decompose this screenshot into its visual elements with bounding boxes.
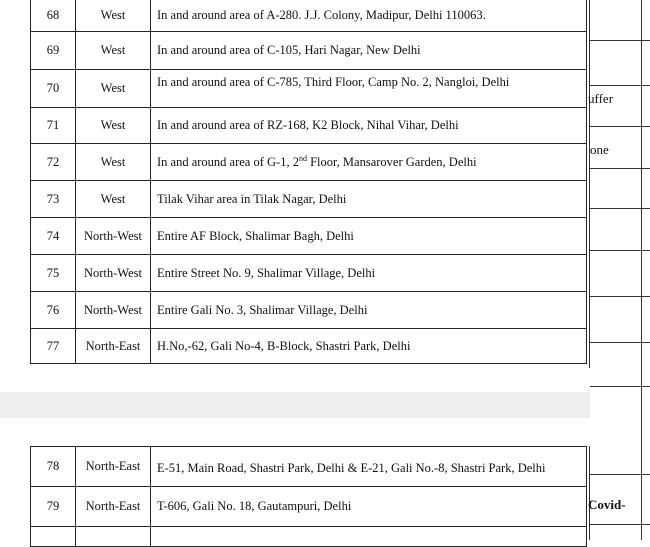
table-row	[31, 218, 587, 255]
table-row	[31, 108, 587, 144]
right-grid-line	[590, 296, 650, 297]
row-zone: North-West	[76, 255, 151, 292]
table-row	[31, 70, 587, 108]
row-zone: West	[76, 144, 151, 181]
table-row	[31, 447, 587, 487]
table-row	[31, 0, 587, 32]
containment-zones-table-page1	[30, 0, 587, 364]
row-address	[151, 144, 587, 181]
table-row	[31, 292, 587, 329]
row-number: 72	[31, 144, 76, 181]
table-row	[31, 487, 587, 527]
row-address: In and around area of C-785, Third Floor, Camp No. 2, Nangloi, Delhi	[151, 70, 587, 108]
page-gap	[0, 392, 590, 418]
row-zone: West	[76, 108, 151, 144]
row-address: Entire AF Block, Shalimar Bagh, Delhi	[151, 218, 587, 255]
right-grid-line	[590, 386, 650, 387]
row-number: 68	[31, 0, 76, 32]
right-grid-line	[590, 126, 650, 127]
row-address: T-606, Gali No. 18, Gautampuri, Delhi	[151, 487, 587, 527]
right-column-border	[589, 446, 590, 540]
row-address: Entire Street No. 9, Shalimar Village, Delhi	[151, 255, 587, 292]
row-zone: North-East	[76, 487, 151, 527]
row-number: 76	[31, 292, 76, 329]
row-zone: North-West	[76, 218, 151, 255]
row-address: Tilak Vihar area in Tilak Nagar, Delhi	[151, 181, 587, 218]
right-grid-line	[590, 85, 650, 86]
row-zone: West	[76, 181, 151, 218]
address-text: In and around area of G-1, 2	[157, 155, 299, 170]
row-zone: North-East	[76, 447, 151, 487]
row-number: 73	[31, 181, 76, 218]
row-number: 79	[31, 487, 76, 527]
table-row	[31, 181, 587, 218]
row-zone: West	[76, 32, 151, 70]
row-number	[31, 527, 76, 547]
clipped-text-fragment: uffer	[588, 91, 614, 106]
row-zone: West	[76, 0, 151, 32]
row-address: In and around area of RZ-168, K2 Block, Nihal Vihar, Delhi	[151, 108, 587, 144]
table-row	[31, 32, 587, 70]
row-number: 71	[31, 108, 76, 144]
table-row	[31, 144, 587, 181]
row-zone: North-West	[76, 292, 151, 329]
row-number: 74	[31, 218, 76, 255]
row-address: In and around area of C-105, Hari Nagar, New Delhi	[151, 32, 587, 70]
right-grid-line	[590, 250, 650, 251]
clipped-text-fragment: one	[590, 142, 609, 157]
right-grid-line	[590, 524, 650, 525]
ordinal-suffix: nd	[298, 153, 307, 163]
right-column-border	[589, 0, 590, 368]
right-grid-line	[590, 474, 650, 475]
right-grid-line	[590, 208, 650, 209]
far-right-border	[641, 0, 642, 540]
containment-zones-table-page2	[30, 446, 587, 547]
right-grid-line	[590, 342, 650, 343]
address-text: Floor, Mansarover Garden, Delhi	[306, 155, 477, 170]
right-grid-line	[590, 40, 650, 41]
row-address	[151, 527, 587, 547]
row-address: In and around area of A-280. J.J. Colony, Madipur, Delhi 110063.	[151, 0, 587, 32]
row-zone	[76, 527, 151, 547]
table-row	[31, 255, 587, 292]
right-grid-line	[590, 168, 650, 169]
table-row	[31, 527, 587, 547]
table-row	[31, 329, 587, 364]
row-number: 69	[31, 32, 76, 70]
row-number: 78	[31, 447, 76, 487]
row-zone: West	[76, 70, 151, 108]
row-address: Entire Gali No. 3, Shalimar Village, Delhi	[151, 292, 587, 329]
clipped-text-fragment: Covid-	[588, 497, 626, 512]
page-bottom-margin	[0, 368, 590, 392]
row-number: 75	[31, 255, 76, 292]
row-address: H.No,-62, Gali No-4, B-Block, Shastri Park, Delhi	[151, 329, 587, 364]
row-number: 77	[31, 329, 76, 364]
row-zone: North-East	[76, 329, 151, 364]
row-number: 70	[31, 70, 76, 108]
row-address: E-51, Main Road, Shastri Park, Delhi & E-21, Gali No.-8, Shastri Park, Delhi	[151, 447, 587, 487]
